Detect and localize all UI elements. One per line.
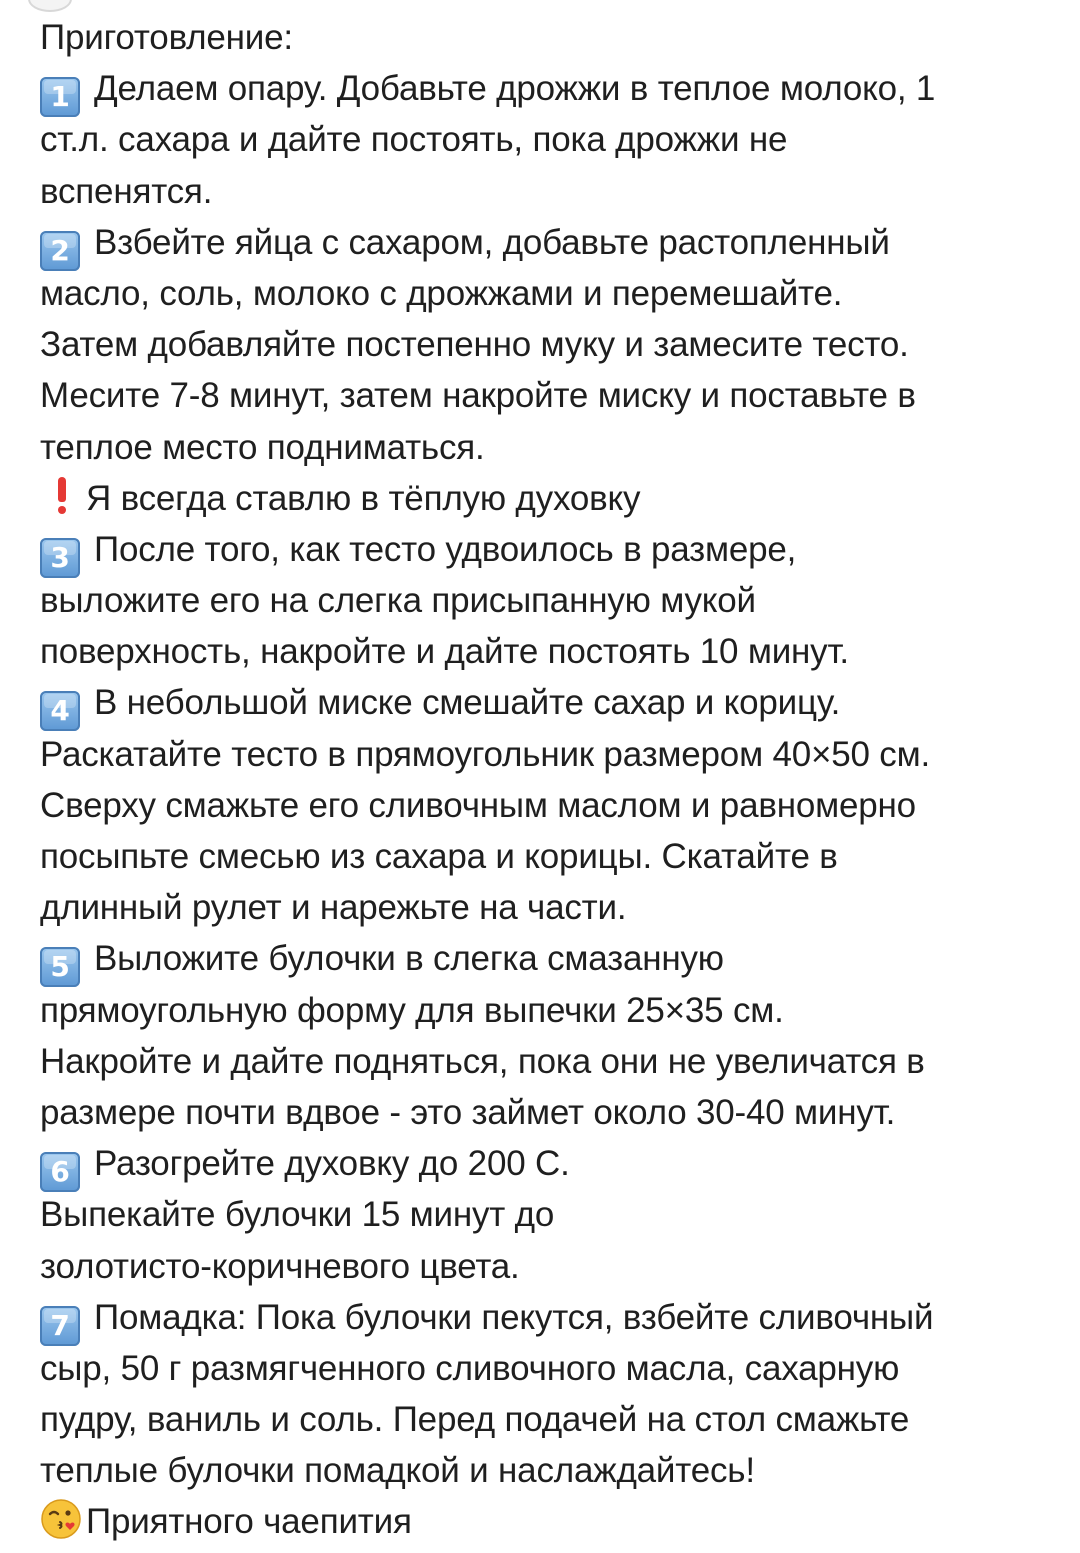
step-7-line-4: теплые булочки помадкой и наслаждайтесь! — [40, 1451, 755, 1491]
step-5-line-4: размере почти вдвое - это займет около 30-40 минут. — [40, 1092, 896, 1132]
recipe-text — [40, 12, 1060, 1548]
step-6-line-3: золотисто-коричневого цвета. — [40, 1246, 520, 1286]
step-2-line-4: Месите 7-8 минут, затем накройте миску и поставьте в — [40, 376, 916, 416]
step-7-line-1 — [40, 1292, 1060, 1343]
step-4-text: В небольшой миске смешайте сахар и корицу. — [94, 683, 841, 723]
note-line — [40, 473, 1060, 524]
note-text: Я всегда ставлю в тёплую духовку — [86, 478, 641, 518]
avatar-edge — [28, 0, 72, 12]
step-3-line-3: поверхность, накройте и дайте постоять 10 минут. — [40, 632, 849, 672]
keycap-5-icon: 5 — [40, 947, 80, 987]
step-1-line-2: ст.л. сахара и дайте постоять, пока дрожжи не — [40, 120, 788, 160]
step-6-line-2: Выпекайте булочки 15 минут до — [40, 1195, 555, 1235]
step-2-line-5: теплое место подниматься. — [40, 427, 485, 467]
step-4-line-5: длинный рулет и нарежьте на части. — [40, 888, 627, 928]
step-4-line-3: Сверху смажьте его сливочным маслом и равномерно — [40, 785, 916, 825]
step-5-text: Выложите булочки в слегка смазанную — [94, 939, 724, 979]
closing-line — [40, 1496, 1060, 1547]
step-7-line-3: пудру, ваниль и соль. Перед подачей на стол смажьте — [40, 1400, 910, 1440]
step-4-line-2: Раскатайте тесто в прямоугольник размером 40×50 см. — [40, 734, 930, 774]
step-2-line-1 — [40, 217, 1060, 268]
step-1-line-1 — [40, 63, 1060, 114]
step-4-line-4: посыпьте смесью из сахара и корицы. Скатайте в — [40, 837, 838, 876]
keycap-4-icon: 4 — [40, 691, 80, 731]
step-7-text: Помадка: Пока булочки пекутся, взбейте сливочный — [94, 1297, 934, 1337]
step-3-line-1 — [40, 524, 1060, 575]
step-4-line-1 — [40, 677, 1060, 728]
step-3-line-2: выложите его на слегка присыпанную мукой — [40, 581, 756, 621]
step-1-text: Делаем опару. Добавьте дрожжи в теплое молоко, 1 — [94, 69, 936, 109]
step-2-line-2: масло, соль, молоко с дрожжами и перемешайте. — [40, 273, 843, 313]
step-6-line-1 — [40, 1138, 1060, 1189]
step-2-text: Взбейте яйца с сахаром, добавьте растопленный — [94, 222, 890, 262]
step-5-line-3: Накройте и дайте подняться, пока они не увеличатся в — [40, 1041, 925, 1081]
closing-text: Приятного чаепития — [86, 1502, 412, 1542]
step-5-line-2: прямоугольную форму для выпечки 25×35 см. — [40, 990, 784, 1030]
step-3-text: После того, как тесто удвоилось в размере, — [94, 529, 797, 569]
step-7-line-2: сыр, 50 г размягченного сливочного масла, сахарную — [40, 1348, 900, 1388]
keycap-3-icon: 3 — [40, 538, 80, 578]
step-1-line-3: вспенятся. — [40, 171, 213, 211]
keycap-2-icon: 2 — [40, 231, 80, 271]
keycap-1-icon: 1 — [40, 77, 80, 117]
kissing-face-icon — [40, 1498, 82, 1540]
keycap-6-icon: 6 — [40, 1152, 80, 1192]
step-5-line-1 — [40, 933, 1060, 984]
exclamation-icon — [56, 477, 68, 515]
step-2-line-3: Затем добавляйте постепенно муку и замесите тесто. — [40, 325, 909, 365]
keycap-7-icon: 7 — [40, 1306, 80, 1346]
step-6-text: Разогрейте духовку до 200 С. — [94, 1144, 570, 1184]
section-heading: Приготовление: — [40, 18, 293, 57]
